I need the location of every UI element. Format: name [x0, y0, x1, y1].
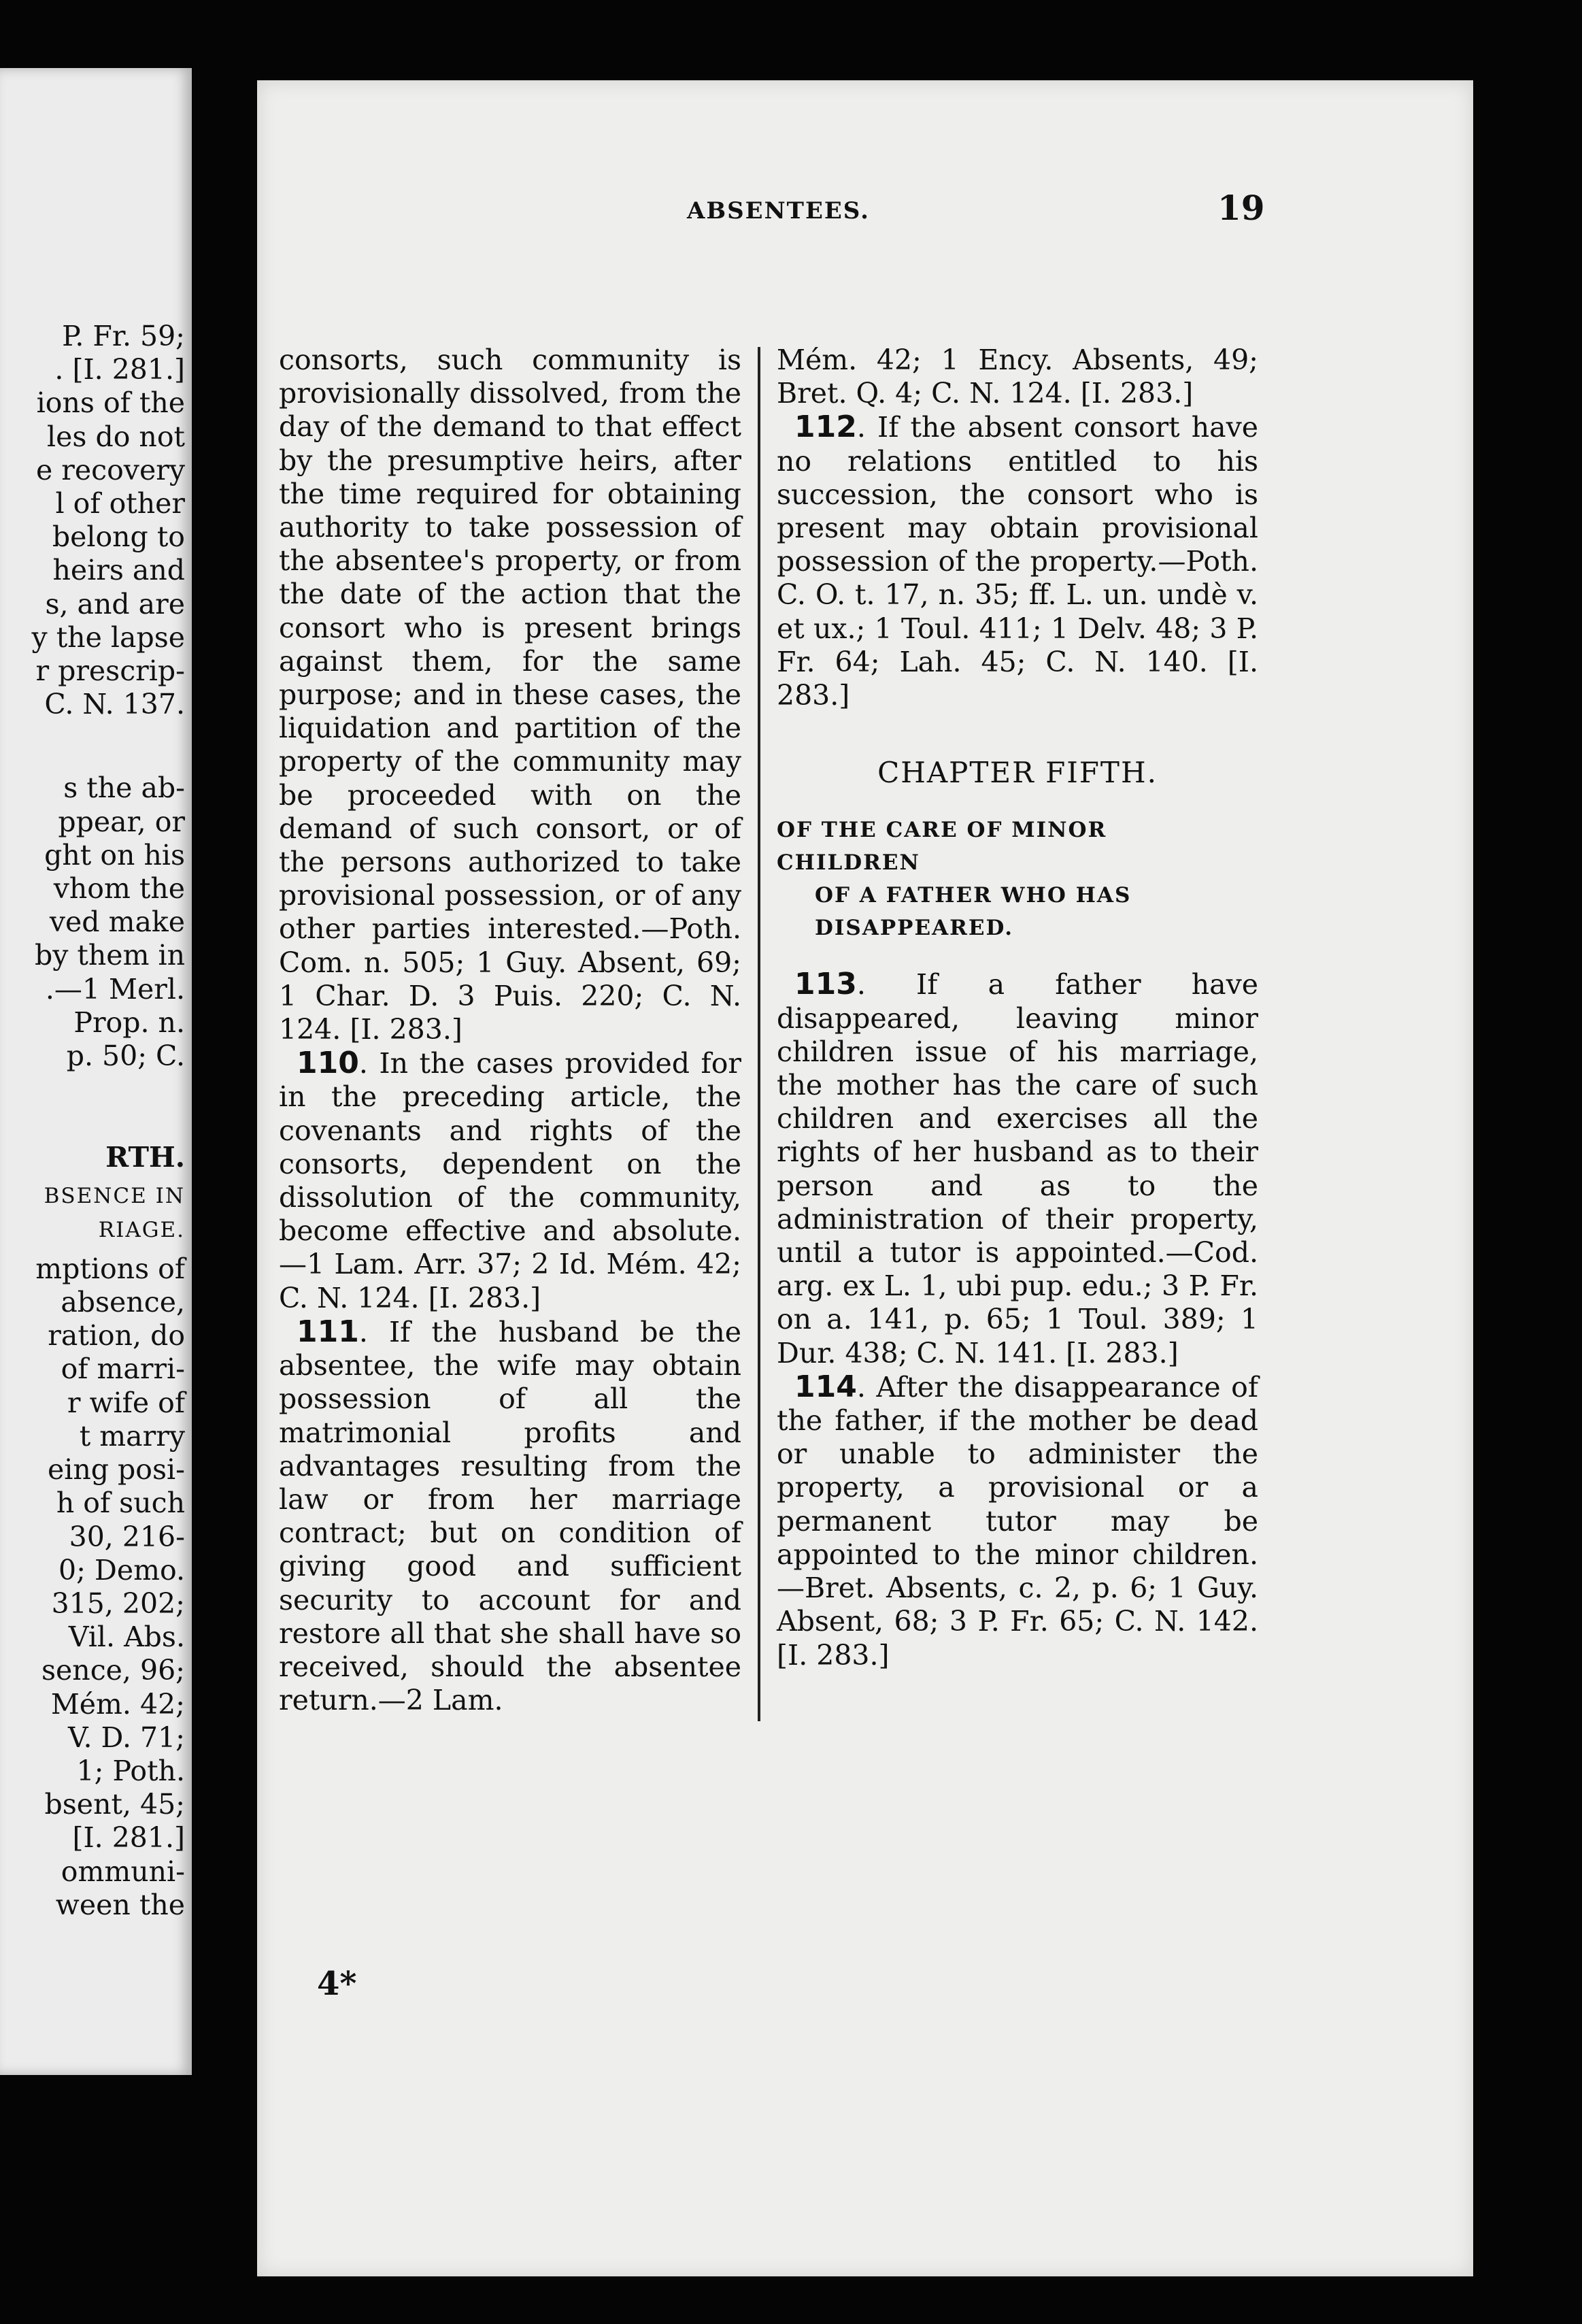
facing-page-line: ration, do — [48, 1319, 185, 1352]
text-column-left — [279, 344, 741, 1717]
facing-page-line: Mém. 42; — [50, 1687, 185, 1721]
facing-page-line: absence, — [61, 1286, 185, 1319]
page-number: 19 — [1217, 188, 1265, 228]
article-text: . If a father have disappeared, leaving minor children issue of his marriage, the mother has the care of such children and exercises all the rights of her husband as to their person and as to the administration of their property, until a tutor is appointed.—Cod. arg. ex L. 1, ubi pup. edu.; 3 P. Fr. on a. 141, p. 65; 1 Toul. 389; 1 Dur. 438; C. N. 141. [I. 283.] — [777, 968, 1258, 1370]
facing-page-line: belong to — [52, 520, 185, 554]
facing-page-subheading: RIAGE. — [98, 1217, 185, 1242]
article-110 — [279, 1046, 741, 1315]
facing-page-line: . [I. 281.] — [54, 353, 185, 386]
facing-page-line: y the lapse — [31, 620, 185, 654]
facing-page-line: eing posi- — [48, 1453, 185, 1487]
article-number: 114 — [794, 1369, 857, 1404]
continued-paragraph: consorts, such community is provisionally dissolved, from the day of the demand to that effect by the presumptive heirs, after the time required for obtaining authority to take possession of the absentee's property, or from the date of the action that the consort who is present brings against them, for the same purpose; and in these cases, the liquidation and partition of the property of the community may be proceeded with on the demand of such consort, or of the persons authorized to take provisional possession, or of any other parties interested.—Poth. Com. n. 505; 1 Guy. Absent, 69; 1 Char. D. 3 Puis. 220; C. N. 124. [I. 283.] — [279, 344, 741, 1046]
facing-page-bottom-lines — [32, 1252, 185, 1922]
facing-page-line: r prescrip- — [35, 654, 185, 688]
facing-page-line: 30, 216- — [69, 1520, 185, 1553]
article-113 — [777, 967, 1258, 1370]
facing-page-line: l of other — [55, 487, 185, 520]
article-text: . In the cases provided for in the preceding article, the covenants and rights of the consorts, dependent on the dissolution of the community, become effective and absolute. —1 Lam. Arr. 37; 2 Id. Mém. 42; C. N. 124. [I. 283.] — [279, 1047, 741, 1314]
signature-mark: 4* — [317, 1965, 357, 2003]
facing-page-line: r wife of — [67, 1386, 185, 1419]
text-column-right — [777, 344, 1258, 1672]
facing-page-line: 315, 202; — [51, 1587, 185, 1620]
facing-page-line: p. 50; C. — [66, 1040, 185, 1073]
chapter-subtitle — [777, 814, 1258, 944]
facing-page-line: Vil. Abs. — [68, 1621, 185, 1654]
article-number: 111 — [297, 1314, 359, 1349]
facing-page-fragment — [0, 68, 192, 2075]
facing-page-line: ions of the — [36, 386, 185, 420]
facing-page-subheading: BSENCE IN — [44, 1184, 185, 1209]
facing-page-line: vhom the — [53, 872, 185, 906]
article-number: 113 — [794, 967, 857, 1002]
facing-page-line: .—1 Merl. — [45, 972, 185, 1006]
article-112 — [777, 410, 1258, 712]
facing-page-top-lines — [32, 320, 185, 721]
facing-page-line: t marry — [79, 1419, 185, 1452]
facing-page-line: e recovery — [36, 453, 185, 486]
chapter-subtitle-line: OF A FATHER WHO HAS DISAPPEARED. — [815, 883, 1132, 941]
facing-page-line: heirs and — [52, 554, 185, 587]
article-text: . If the absent consort have no relations entitled to his succession, the consort who is present may obtain provisional possession of the property.—Poth. C. O. t. 17, n. 35; ff. L. un. undè v. et ux.; 1 Toul. 411; 1 Delv. 48; 3 P. Fr. 64; Lah. 45; C. N. 140. [I. 283.] — [777, 411, 1258, 712]
running-head: ABSENTEES. — [687, 197, 870, 225]
facing-page-line: ommuni- — [61, 1855, 185, 1888]
facing-page-line: sence, 96; — [41, 1654, 185, 1687]
facing-page-line: of marri- — [61, 1352, 185, 1386]
facing-page-line: ght on his — [44, 838, 185, 872]
facing-page-line: Prop. n. — [73, 1006, 185, 1039]
continued-citation: Mém. 42; 1 Ency. Absents, 49; Bret. Q. 4; C. N. 124. [I. 283.] — [777, 344, 1258, 410]
column-rule — [758, 347, 760, 1721]
facing-page-line: P. Fr. 59; — [62, 320, 185, 352]
facing-page-line: C. N. 137. — [44, 688, 185, 721]
facing-page-line: s, and are — [45, 587, 185, 620]
facing-page-line: h of such — [56, 1487, 185, 1520]
facing-page-line: ved make — [49, 906, 185, 939]
article-111 — [279, 1315, 741, 1717]
article-114 — [777, 1370, 1258, 1672]
facing-page-line: 0; Demo. — [58, 1553, 185, 1587]
facing-page-line: by them in — [34, 939, 185, 972]
facing-page-text — [32, 320, 185, 1922]
chapter-subtitle-line: OF THE CARE OF MINOR CHILDREN — [777, 818, 1107, 876]
facing-page-line: mptions of — [35, 1252, 185, 1285]
chapter-title: CHAPTER FIFTH. — [877, 756, 1158, 790]
article-text: . After the disappearance of the father, if the mother be dead or unable to administer the property, a provisional or a permanent tutor may be appointed to the minor children. —Bret. Absents, c. 2, p. 6; 1 Guy. Absent, 68; 3 P. Fr. 65; C. N. 142. [I. 283.] — [777, 1370, 1258, 1672]
article-number: 110 — [297, 1046, 359, 1081]
facing-page-line: s the ab- — [63, 771, 185, 805]
facing-page-line: V. D. 71; — [68, 1721, 185, 1754]
facing-page-line: ppear, or — [58, 805, 185, 838]
facing-page-line: 1; Poth. — [76, 1754, 185, 1787]
article-number: 112 — [794, 410, 857, 445]
article-text: . If the husband be the absentee, the wife may obtain possession of all the matrimonial profits and advantages resulting from the law or from her marriage contract; but on condition of giving good and sufficient security to account for and restore all that she shall have so received, should the absentee return.—2 Lam. — [279, 1315, 741, 1717]
facing-page-heading: RTH. — [105, 1141, 185, 1174]
facing-page-line: bsent, 45; — [44, 1788, 185, 1821]
facing-page-middle-lines — [32, 771, 185, 1073]
facing-page-line: [I. 281.] — [72, 1821, 185, 1855]
facing-page-line: les do not — [47, 420, 185, 453]
facing-page-line: ween the — [55, 1888, 185, 1921]
